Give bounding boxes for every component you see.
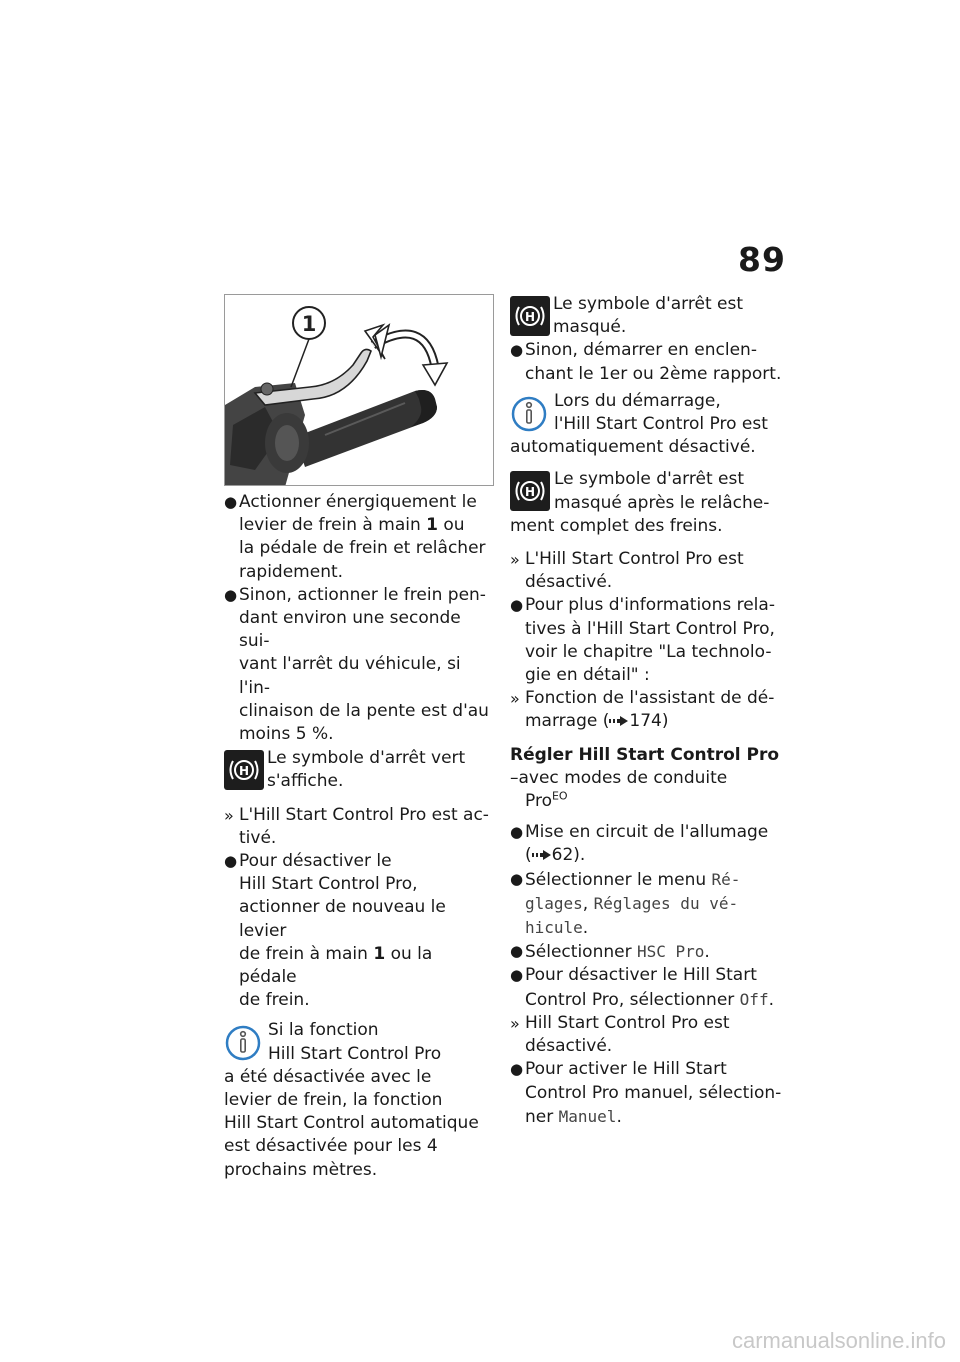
info-icon <box>510 393 550 433</box>
svg-text:H: H <box>238 764 250 779</box>
result-item: » Fonction de l'assistant de dé- marrage ( 174) <box>510 688 775 732</box>
callout-ref: 1 <box>373 943 386 964</box>
bullet-marker: ● <box>510 1060 524 1079</box>
svg-text:H: H <box>524 310 536 324</box>
handlebar-illustration <box>225 295 494 486</box>
figure-callout-1: 1 <box>301 312 317 336</box>
list-item: ● Sélectionner HSC Pro. <box>510 942 710 963</box>
result-item: » L'Hill Start Control Pro est ac- tivé. <box>224 804 489 848</box>
list-item: ● Actionner énergiquement le levier de frein à main 1 ou la pédale de frein et relâcher rapidement. <box>224 492 486 582</box>
list-item: ● Sinon, actionner le frein pen- dant environ une seconde sui- vant l'arrêt du véhicule, si l'in- clinaison de la pente est d'au moins 5 %. <box>224 584 489 745</box>
callout-ref: 1 <box>426 515 438 536</box>
section-subheading: –avec modes de conduite Pro$^{EO}$ <box>510 767 728 812</box>
hill-hold-indicator-note: H Le symbole d'arrêt est masqué. <box>510 293 782 339</box>
bullet-marker: ● <box>510 596 524 615</box>
list-item: ● Sélectionner le menu Ré- glages, Réglages du vé- hicule. <box>510 869 741 939</box>
bullet-marker: ● <box>510 823 524 842</box>
svg-text:H: H <box>524 485 536 500</box>
page-reference-arrow-icon <box>609 715 629 727</box>
section-heading: Régler Hill Start Control Pro <box>510 744 780 765</box>
result-marker: » <box>510 1013 520 1033</box>
left-column <box>224 294 494 1182</box>
list-item: ● Pour désactiver le Hill Start Control Pro, actionner de nouveau le levier de frein à main 1 ou la pédale de frein. <box>224 851 446 1011</box>
list-item: ● Sinon, démarrer en enclen- chant le 1er ou 2ème rapport. <box>510 340 782 384</box>
bullet-marker: ● <box>510 869 524 888</box>
menu-name: Réglages du vé- <box>593 893 739 913</box>
menu-option: Off <box>739 989 769 1009</box>
list-item: ● Pour plus d'informations rela- tives à l'Hill Start Control Pro, voir le chapitre "La technolo- gie en détail" : <box>510 595 775 686</box>
watermark-footer: carmanualsonline.info <box>731 1328 946 1353</box>
hill-hold-icon <box>510 471 550 511</box>
page-reference-arrow-icon <box>532 849 552 861</box>
menu-name: glages <box>525 893 583 913</box>
bullet-marker: ● <box>224 493 238 511</box>
bullet-marker: ● <box>224 852 238 871</box>
bullet-marker: ● <box>510 942 524 961</box>
right-column <box>510 292 782 1129</box>
result-marker: » <box>510 689 520 709</box>
result-marker: » <box>510 550 520 570</box>
menu-option: HSC Pro <box>636 942 705 962</box>
result-item: » L'Hill Start Control Pro est désactivé. <box>510 549 744 593</box>
info-note: Si la fonction Hill Start Control Pro a été désactivée avec le levier de frein, la fonction Hill Start Control automatique est désactivée pour les 4 prochains mètres. <box>224 1020 479 1180</box>
menu-name: hicule <box>525 918 583 938</box>
info-note: Lors du démarrage, l'Hill Start Control Pro est automatiquement désactivé. <box>510 390 768 458</box>
bullet-marker: ● <box>224 585 238 604</box>
page-number: 89 <box>738 240 786 279</box>
result-item: » Hill Start Control Pro est désactivé. <box>510 1012 730 1057</box>
list-item: ● Pour activer le Hill Start Control Pro manuel, sélection- ner Manuel. <box>510 1059 782 1127</box>
result-marker: » <box>224 805 234 825</box>
bullet-marker: ● <box>510 966 524 985</box>
hill-hold-green-icon <box>224 750 264 790</box>
hill-hold-indicator-note: H Le symbole d'arrêt est masqué après le relâche- ment complet des freins. <box>510 469 770 536</box>
optional-equipment-marker: EO <box>551 789 568 803</box>
menu-name: Ré- <box>711 869 741 889</box>
info-icon <box>224 1022 264 1062</box>
page-link-174[interactable]: 174) <box>629 711 669 732</box>
hill-hold-indicator-note: H Le symbole d'arrêt vert s'affiche. <box>224 747 494 793</box>
list-item: ● Pour désactiver le Hill Start Control Pro, sélectionner Off. <box>510 965 774 1010</box>
page-link-62[interactable]: 62). <box>551 845 586 866</box>
list-item: ● Mise en circuit de l'allumage ( 62). <box>510 822 769 866</box>
brake-lever-figure <box>224 294 494 486</box>
menu-option: Manuel <box>558 1106 617 1126</box>
hill-hold-icon <box>510 296 550 336</box>
bullet-marker: ● <box>510 341 524 360</box>
